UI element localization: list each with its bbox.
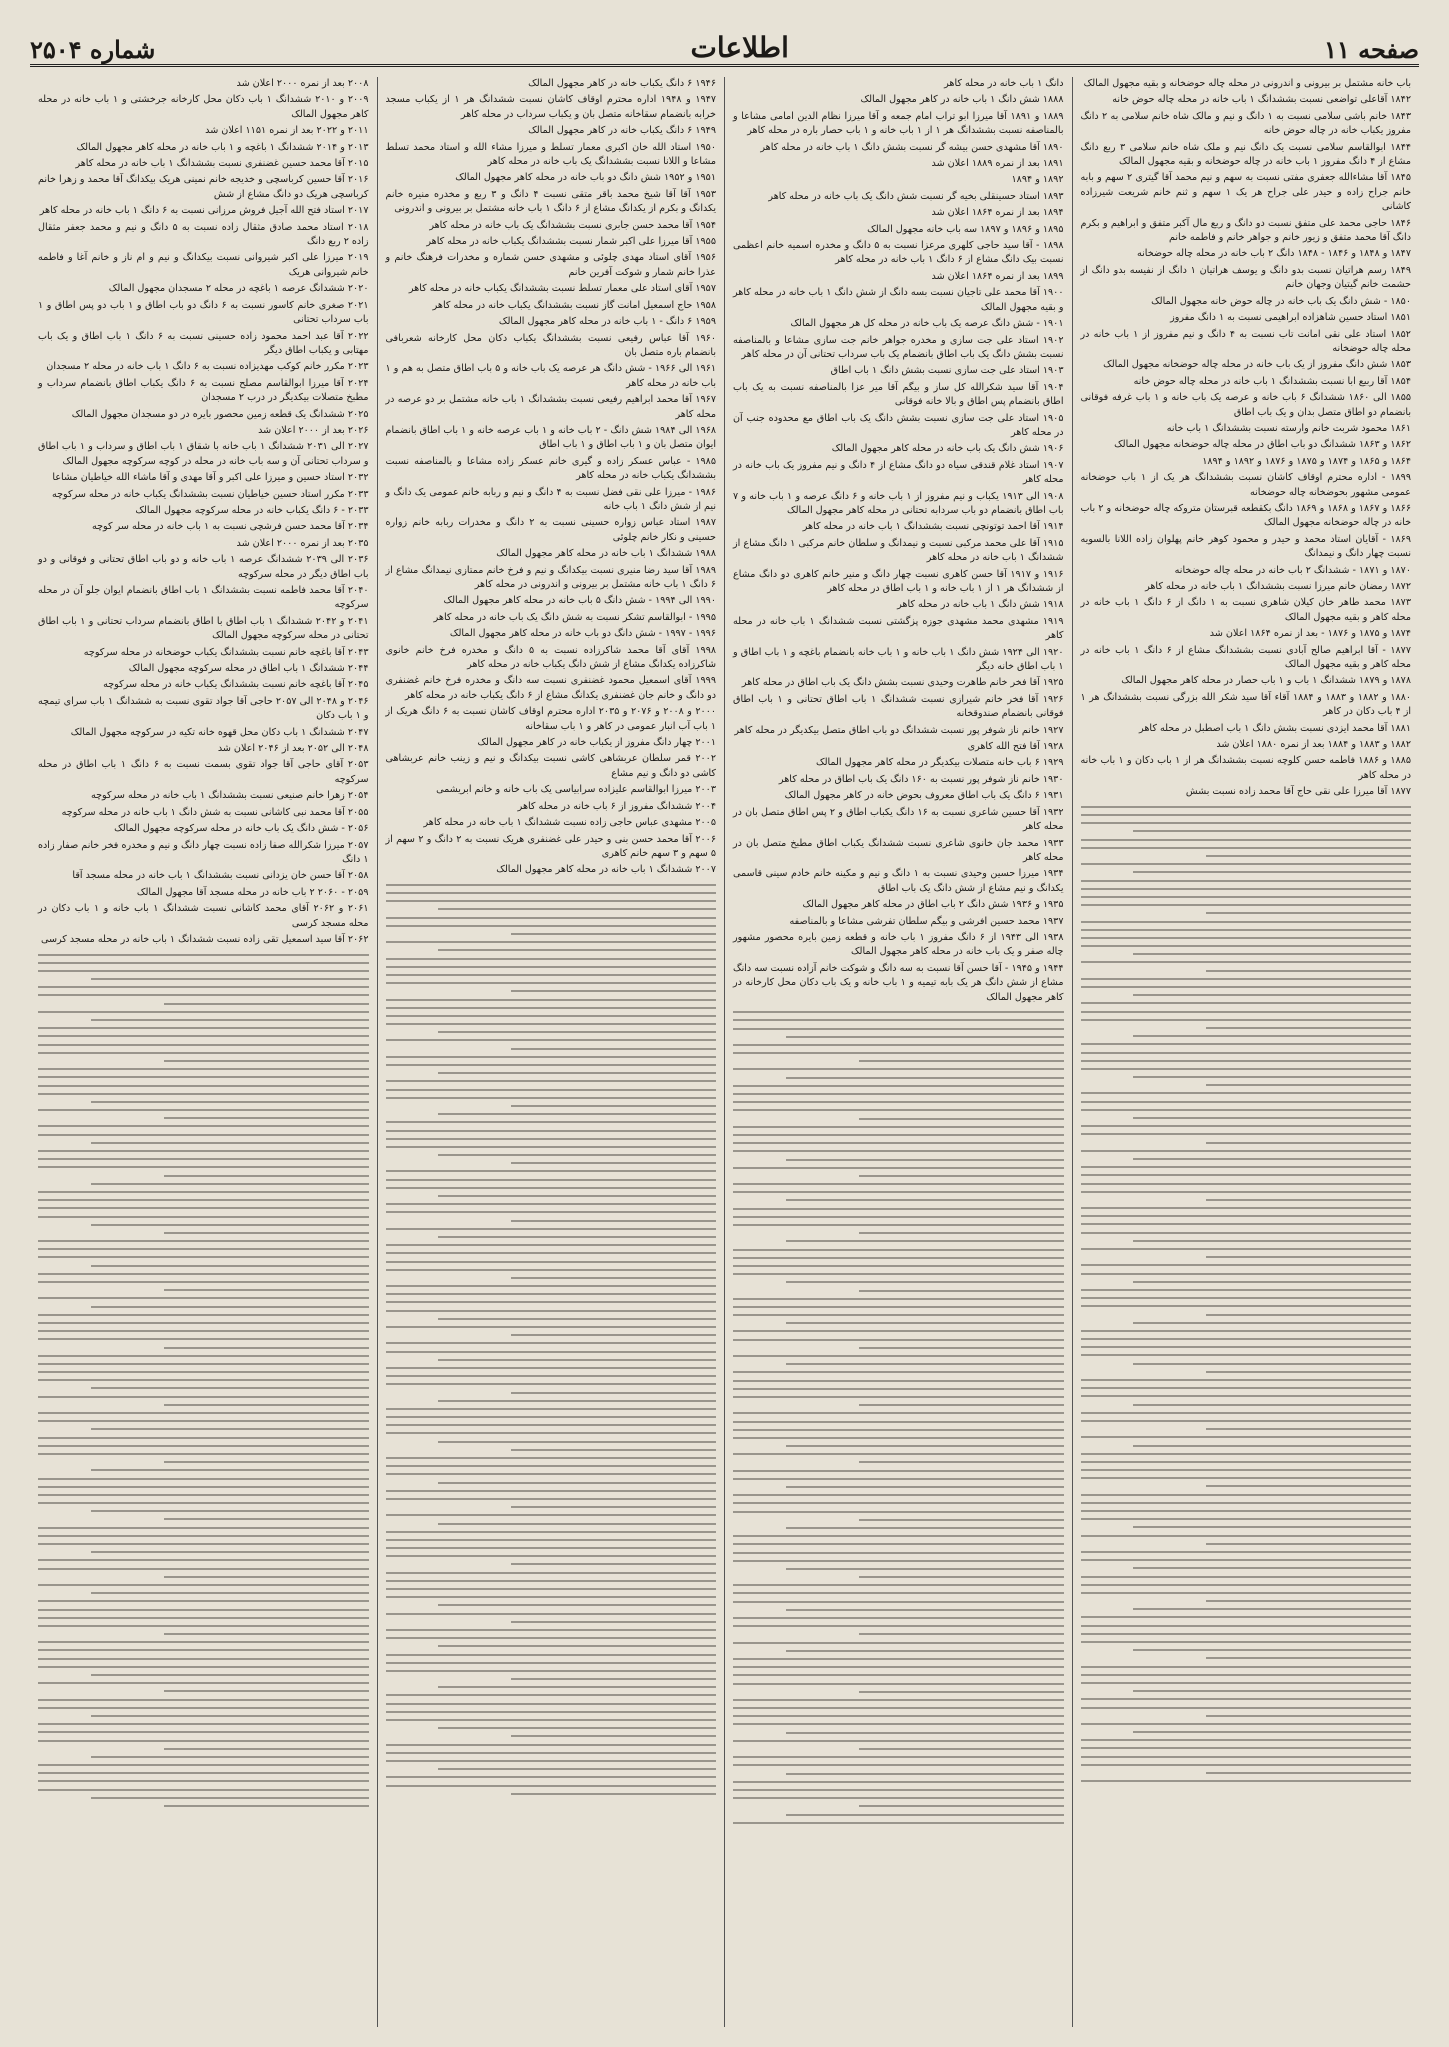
notice-entry: ۱۹۰۲ استاد علی جت سازی و مخدره جواهر خانم جت سازی مشاعا و بالمناصفه نسبت بشش دانگ یک باب اطاق بانضمام یک باب سرداب تحتانی آن در محله کاهر: [733, 334, 1064, 360]
notice-entry: ۲۰۵۵ آقا محمد نبی کاشانی نسبت به شش دانگ ۱ باب خانه در محله سرکوچه: [61, 806, 369, 818]
newspaper-title: اطلاعات: [690, 31, 789, 64]
notice-entry: ۱۹۱۴ آقا احمد توتونچی نسبت بششدانگ ۱ باب خانه در محله کاهر: [802, 521, 1064, 533]
notice-entry: ۲۰۱۸ استاد محمد صادق مثقال زاده نسبت به ۵ دانگ و نیم و محمد جعفر مثقال زاده ۲ ربع دانگ: [38, 221, 369, 248]
notice-entry: ۲۰۰۹ و ۲۰۱۰ ششدانگ ۱ باب دکان محل کارخانه جرخشتی و ۱ باب خانه در محله کاهر مجهول المالک: [38, 94, 369, 120]
notice-entry: ۱۹۳۸ الی ۱۹۴۳ از ۶ دانگ مفروز ۱ باب خانه و قطعه زمین بایره محصور مشهور چاله صفر و یک باب خانه در محله کاهر مجهول المالک: [733, 931, 1064, 958]
column-3: [377, 77, 725, 2027]
notice-entry: ۱۹۸۶ - میرزا علی نقی فضل نسبت به ۴ دانگ و نیم و ربابه خانم عمومی یک دانگ و نیم از شش دانگ ۱ باب خانه: [385, 486, 716, 512]
notice-entry: ۲۰۰۲ قمر سلطان عربشاهی کاشی نسبت بیکدانگ و نیم و زینب خانم عربشاهی کاشی دو دانگ و نیم مشاع: [385, 753, 716, 779]
column-4: [30, 77, 377, 2027]
notice-entry: ۱۹۸۹ آقا سید رضا منیری نسبت بیکدانگ و نیم و فرخ خانم ممتازی نیمدانگ مشاع از ۶ دانگ ۱ باب خانه مشتمل بر بیرونی و اندرونی در محله کاهر: [385, 564, 716, 590]
notice-entry: ۲۰۵۹ - ۲۰۶۰ ۲ باب خانه در محله مسجد آقا مجهول المالک: [136, 886, 369, 898]
notice-entry: ۱۹۴۹ ۶ دانگ یکباب خانه در کاهر مجهول المالک: [528, 125, 716, 137]
notice-entry: ۱۸۹۹ - اداره محترم اوقاف کاشان نسبت بششدانگ هر یک از ۱ باب حوضخانه عمومی مشهور بحوضخانه چاله حوضخانه: [1080, 472, 1411, 498]
notice-entry: ۲۰۵۸ آقا حسن خان یزدانی نسبت بششدانگ ۱ باب خانه در محله مسجد آقا: [72, 870, 369, 882]
notice-entry: ۱۹۳۵ و ۱۹۳۶ شش دانگ ۲ باب اطاق در محله کاهر مجهول المالک: [802, 899, 1064, 911]
notice-entry: ۱۹۵۴ آقا محمد حسن جابری نسبت بششدانگ یک باب خانه در محله کاهر: [429, 219, 716, 231]
notice-entry: ۱۹۶۱ الی ۱۹۶۶ - شش دانگ هر عرصه یک باب خانه و ۵ باب اطاق متصل به هم و ۱ باب خانه در محله کاهر: [385, 363, 717, 389]
notice-entry: ۱۹۶۰ آقا عباس رفیعی نسبت بششدانگ یکباب دکان محل کارخانه شعربافی بانضمام باره متصل بان: [385, 332, 716, 358]
notice-entry: ۲۰۱۳ و ۲۰۱۴ ششدانگ ۱ باغچه و ۱ باب خانه در محله کاهر مجهول المالک: [76, 141, 369, 153]
text-texture: [733, 1011, 1064, 1824]
notice-entry: ۱۸۹۲ و ۱۸۹۴: [1011, 174, 1064, 186]
notice-entry: ۲۰۶۱ و ۲۰۶۲ آقای محمد کاشانی نسبت ششدانگ ۱ باب خانه و ۱ باب دکان در محله مسجد کرسی: [38, 903, 369, 929]
column-2: [724, 77, 1072, 2027]
column-1: [1072, 77, 1420, 2027]
notice-entry: ۲۰۵۳ آقای حاجی آقا جواد تقوی بسمت نسبت به ۶ دانگ ۱ باب اطاق در محله سرکوچه: [38, 759, 369, 785]
notice-entry: ۲۰۱۱ و ۲۰۲۲ بعد از نمره ۱۱۵۱ اعلان شد: [205, 125, 369, 137]
notice-entry: ۱۸۸۸ شش دانگ ۱ باب خانه در کاهر مجهول المالک: [860, 94, 1064, 106]
page-number: صفحه ۱۱: [1323, 35, 1419, 64]
notice-entry: ۱۸۸۵ و ۱۸۸۶ فاطمه حسن کلوچه نسبت بششدانگ هر از ۱ باب دکان و ۱ باب خانه در محله کاهر: [1080, 755, 1412, 781]
notice-entry: ۲۰۰۸ بعد از نمره ۲۰۰۰ اعلان شد: [236, 78, 369, 89]
notice-entry: ۲۰۱۵ آقا محمد حسین غضنفری نسبت بششدانگ ۱ باب خانه در محله کاهر: [75, 158, 369, 170]
notice-entry: ۱۸۹۵ و ۱۸۹۶ و ۱۸۹۷ سه باب خانه مجهول المالک: [867, 223, 1064, 235]
notice-entry: ۲۰۱۷ استاد فتح الله آجیل فروش مرزانی نسبت به ۶ دانگ ۱ باب خانه در محله کاهر: [39, 205, 369, 217]
notice-entry: ۱۹۳۳ محمد جان خانوی شاعری نسبت ششدانگ یکباب اطاق مطبخ متصل بان در محله کاهر: [733, 837, 1064, 863]
notice-entry: ۱۸۵۳ شش دانگ مفروز از یک باب خانه در محله چاله حوضخانه مجهول المالک: [1103, 359, 1411, 371]
notice-entry: ۱۸۵۵ الی ۱۸۶۰ ششدانگ ۶ باب خانه و عرصه یک باب خانه و ۱ باب غرفه فوقانی بانضمام دو اطاق متصل بدان و یک باب اطاق: [1080, 392, 1412, 418]
notice-entry: ۱۸۶۴ و ۱۸۶۵ و ۱۸۷۴ و ۱۸۷۵ و ۱۸۷۶ و ۱۸۹۲ و ۱۸۹۴: [1202, 455, 1411, 467]
notice-entry: ۲۰۲۵ ششدانگ یک قطعه زمین محصور بایره در دو مسجدان مجهول المالک: [71, 408, 369, 420]
notice-entry: ۲۰۱۹ میرزا علی اکبر شیروانی نسبت بیکدانگ و نیم و ام ناز و خانم آغا و فاطمه خانم شیروانی هریک: [38, 252, 369, 278]
text-texture: [38, 954, 369, 1808]
notice-entry: ۱۹۳۰ خانم ناز شوفر پور نسبت به ۱۶۰ دانگ یک باب اطاق در محله کاهر: [778, 773, 1064, 785]
notice-entry: ۱۸۴۴ ابوالقاسم سلامی نسبت یک دانگ نیم و ملک شاه خانم سلامی ۳ ربع دانگ مشاع از ۴ دانگ مفروز ۱ باب خانه در چاله حوضخانه و بقیه مجهول المالک: [1080, 141, 1412, 168]
notice-entry: ۲۰۵۷ میرزا شکرالله صفا زاده نسبت چهار دانگ و نیم و مخدره فخر خانم صفار زاده ۱ دانگ: [38, 839, 369, 865]
notice-entry: ۱۸۷۴ و ۱۸۷۵ و ۱۸۷۶ - بعد از نمره ۱۸۶۴ اعلان شد: [1209, 628, 1411, 640]
notice-entry: ۲۰۲۱ صغری خانم کاسور نسبت به ۶ دانگ دو باب اطاق و ۱ باب دو پس اطاق و ۱ باب سرداب تحتانی: [38, 299, 369, 326]
notice-entry: ۱۹۵۳ آقا آقا شیخ محمد باقر متقی نسبت ۴ دانگ و ۳ ربع و مخدره منیره خانم یکدانگ و بکرم از یکدانگ مشاع از ۶ دانگ ۱ باب خانه مشتمل بر بیرونی و اندرونی: [385, 188, 716, 215]
notice-entry: ۲۰۰۶ آقا محمد حسن بنی و حیدر علی غضنفری هریک نسبت به ۲ دانگ و ۲ سهم از ۵ سهم و ۳ سهم خانم کاهری: [385, 833, 716, 859]
notice-entry: ۱۹۲۸ آقا فتح الله کاهری: [967, 741, 1064, 753]
notice-entry: ۱۸۹۳ استاد حسینقلی بخیه گر نسبت شش دانگ یک باب خانه در محله کاهر: [768, 190, 1064, 202]
notice-entry: ۱۹۱۶ و ۱۹۱۷ آقا حسن کاهری نسبت چهار دانگ و منیر خانم کاهری دو دانگ مشاع از ششدانگ هر ۱ از ۱ باب خانه و ۱ باب اطاق در محله کاهر: [733, 568, 1064, 594]
notice-entry: ۲۰۰۱ چهار دانگ مفروز از یکباب خانه در کاهر مجهول المالک: [477, 737, 716, 749]
notice-entry: ۲۰۴۵ آقا باغچه خانم نسبت بششدانگ یکباب خانه در محله سرکوچه: [103, 679, 369, 691]
notice-entry: ۱۹۲۵ آقا فخر خانم طاهرت وحیدی نسبت بشش دانگ یک باب اطاق در محله کاهر: [741, 677, 1064, 689]
notice-entry: ۱۹۰۴ آقا سید شکرالله کل ساز و بیگم آقا میر عزا بالمناصفه نسبت به یک باب اطاق بانضمام پس اطاق و بالا خانه فوقانی: [733, 381, 1064, 408]
notice-entry: ۲۰۲۳ مکرر خانم کوکب مهدیزاده نسبت به ۶ دانگ ۱ باب خانه در محله ۲ مسجدان: [46, 361, 369, 373]
notice-entry: ۱۸۸۱ آقا محمد ایزدی نسبت بشش دانگ ۱ باب اصطبل در محله کاهر: [1139, 722, 1411, 734]
notice-entry: ۱۹۶۸ الی ۱۹۸۴ شش دانگ - ۲ باب خانه و ۱ باب عرصه خانه و ۱ باب اطاق بانضمام ایوان متصل بان و ۱ باب اطاق و ۱ باب اطاق: [385, 424, 717, 451]
notice-entry: ۱۹۰۸ الی ۱۹۱۳ یکباب و نیم مفروز از ۱ باب خانه و ۶ دانگ عرصه و ۱ باب خانه و ۷ باب اطاق بانضمام دو باب سردابه تحتانی در محله کاهر مجهول المالک: [733, 490, 1064, 516]
notice-entry: ۱۸۴۳ خانم باشی سلامی نسبت به ۱ دانگ و نیم و مالک شاه خانم سلامی به ۲ دانگ مفروز یکباب خانه در چاله حوض خانه: [1080, 110, 1411, 137]
notice-entry: ۱۹۵۵ آقا میرزا علی اکبر شمار نسبت بششدانگ یکباب خانه در محله کاهر: [426, 236, 716, 248]
notice-entry: ۲۰۰۵ مشهدی عباس حاجی زاده نسبت ششدانگ ۱ باب خانه در محله کاهر: [423, 817, 716, 829]
notice-entry: ۱۸۴۹ رسم هراتیان نسبت بدو دانگ و یوسف هراتیان ۱ دانگ از نفیسه بدو دانگ از حشمت خانم گیتیان وجهان خانم: [1080, 264, 1411, 291]
notice-entry: ۱۸۹۸ - آقا سید حاجی کلهری مرعزا نسبت به ۵ دانگ و مخدره اسمیه خانم اعظمی نسبت بیک دانگ مشاع از ۶ دانگ ۱ باب خانه در محله کاهر: [733, 240, 1064, 266]
notice-entry: ۱۸۶۱ محمود شربت خانم وارسته نسبت بششدانگ ۱ باب خانه: [1166, 422, 1411, 434]
notice-entry: ۱۸۶۶ و ۱۸۶۷ و ۱۸۶۸ و ۱۸۶۹ دانگ بکقطعه قبرستان متروکه چاله حوضخانه و ۲ باب خانه در چاله حوضخانه مجهول المالک: [1080, 502, 1411, 529]
notice-entry: ۲۰۴۱ و ۲۰۴۲ ششدانگ ۱ باب اطاق با اطاق بانضمام سرداب تحتانی و ۱ باب اطاق تحتانی در محله سرکوچه مجهول المالک: [38, 615, 369, 642]
notice-entry: ۱۹۳۴ میرزا حسین وحیدی نسبت به ۱ دانگ و نیم و مکینه خانم خادم سینی قاسمی یکدانگ و نیم مشاع از شش دانگ یک باب اطاق: [733, 868, 1064, 894]
notice-entry: ۱۸۸۲ و ۱۸۸۳ و ۱۸۸۴ بعد از نمره ۱۸۸۰ اعلان شد: [1216, 739, 1411, 751]
notice-entry: ۱۹۴۴ و ۱۹۴۵ - آقا حسن آقا نسبت به سه دانگ و شوکت خانم آزاده نسبت سه دانگ مشاع از شش دانگ هر یک بابه تیمیه و ۱ باب خانه و یک باب دکان محل کارخانه در کاهر مجهول المالک: [733, 962, 1064, 1003]
notice-entry: ۲۰۲۴ آقا میرزا ابوالقاسم مصلح نسبت به ۶ دانگ یکباب اطاق بانضمام سرداب و مطبخ متصلات بیکدیگر در درب ۲ مسجدان: [38, 377, 369, 404]
notice-entry: ۱۹۵۷ آقای استاد علی معمار تسلط نسبت بششدانگ یکباب خانه در محله کاهر: [408, 283, 716, 295]
notice-entry: ۱۸۹۰ آقا مشهدی حسن بیشه گر نسبت بشش دانگ ۱ باب خانه در محله کاهر: [760, 141, 1064, 153]
notice-entry: ۲۰۰۰ و ۲۰۰۸ و ۲۰۷۶ و ۲۰۳۵ اداره محترم اوقاف کاشان نسبت به ۶ دانگ هریک از ۱ باب آب انبار عمومی در کاهر و ۱ باب سقاخانه: [385, 706, 717, 732]
notice-entry: ۱۸۴۶ حاجی محمد علی متفق نسبت دو دانگ و ربع مال آکبر متفق و ابراهیم و بکرم دانگ آقا محمد متفق و زیور خانم و جواهر خانم و فاطمه خانم: [1080, 217, 1411, 244]
notice-entry: ۱۸۸۹ و ۱۸۹۱ آقا میرزا ابو تراب امام جمعه و آقا میرزا نظام الدین امامی مشاعا و بالمناصفه نسبت بششدانگ هر ۱ از ۱ باب خانه و ۱ باب حصار باره در محله کاهر: [733, 110, 1064, 137]
notice-entry: ۱۹۰۳ استاد علی جت سازی نسبت بشش دانگ ۱ باب اطاق: [830, 365, 1064, 377]
text-texture: [1081, 806, 1412, 1782]
notice-entry: دانگ ۱ باب خانه در محله کاهر: [944, 78, 1064, 89]
notice-entry: ۱۸۴۵ آقا مشاءالله جعفری مفتی نسبت به سهم و نیم محمد آقا گیتری ۲ سهم و بابه خانم جراح زاده و حیدر علی جراح هر یک ۱ سهم و ثنم خانم شریعت شیرزاده کاشانی: [1080, 172, 1411, 213]
notice-entry: ۲۰۲۲ آقا عبد احمد محمود زاده حسینی نسبت به ۶ دانگ ۱ باب اطاق و یک باب مهتابی و یکباب اطاق دیگر: [38, 330, 369, 356]
notice-entry: ۲۰۰۴ ششدانگ مفروز از ۶ باب خانه در محله کاهر: [517, 800, 716, 812]
notice-entry: ۱۹۲۷ خانم ناز شوفر پور نسبت ششدانگ دو باب اطاق متصل بیکدیگر در محله کاهر: [734, 724, 1064, 736]
notice-entry: ۱۹۴۶ ۶ دانگ یکباب خانه در کاهر مجهول المالک: [528, 78, 716, 89]
notice-entry: ۱۸۹۴ بعد از نمره ۱۸۶۴ اعلان شد: [931, 207, 1064, 219]
notice-entry: ۱۹۳۲ آقا حسین شاعری نسبت به ۱۶ دانگ یکباب اطاق و ۲ پس اطاق متصل بان در محله کاهر: [733, 806, 1064, 833]
masthead: [30, 22, 1419, 67]
notice-entry: ۲۰۲۷ الی ۲۰۳۱ ششدانگ ۱ باب خانه با شقاق ۱ باب اطاق و سرداب و ۱ باب اطاق و سرداب تحتانی آن و سه باب خانه در محله در کوچه سرکوچه مجهول المالک: [38, 441, 369, 467]
notice-entry: ۲۰۰۷ ششدانگ ۱ باب خانه در محله کاهر مجهول المالک: [496, 864, 716, 876]
notice-entry: ۲۰۴۷ ششدانگ ۱ باب دکان محل قهوه خانه تکیه در سرکوچه مجهول المالک: [70, 726, 369, 738]
notice-entry: ۱۸۷۰ و ۱۸۷۱ - ششدانگ ۲ باب خانه در محله چاله حوضخانه: [1174, 564, 1411, 576]
notice-entry: ۱۸۷۷ آقا میرزا علی نقی حاج آقا محمد زاده نسبت بشش: [1185, 786, 1411, 798]
notice-entry: ۱۹۵۸ حاج اسمعیل امانت گاز نسبت بششدانگ یکباب خانه در محله کاهر: [432, 299, 716, 311]
notice-entry: ۱۹۵۶ آقای استاد مهدی چلوئی و مشهدی حسن شماره و مخدرات فرهنگ خانم و عذرا خانم شمار و شوکت آفرین خانم: [385, 252, 716, 278]
notice-entry: ۱۸۹۹ بعد از نمره ۱۸۶۴ اعلان شد: [931, 270, 1064, 282]
notice-entry: ۱۸۷۸ و ۱۸۷۹ ششدانگ ۱ باب و ۱ باب حصار در محله کاهر مجهول المالک: [1121, 675, 1411, 687]
notice-entry: ۱۸۸۰ و ۱۸۸۲ و ۱۸۸۳ و ۱۸۸۴ آقاء آقا سید شکر الله بزرگی نسبت بششدانگ هر ۱ از ۴ باب دکان در کاهر: [1080, 691, 1412, 718]
notice-entry: ۲۰۳۲ استاد حسین و میرزا علی اکبر و آقا مهدی و آقا ماشاء الله خیاطیان مشاعا: [52, 472, 369, 484]
notice-entry: ۱۸۷۷ - آقا ابراهیم صالح آبادی نسبت بششدانگ مشاع از ۶ دانگ ۱ باب خانه در محله کاهر و بقیه مجهول المالک: [1080, 644, 1411, 671]
notice-entry: ۱۹۵۰ استاد الله خان اکبری معمار تسلط و میرزا مشاء الله و استاد محمد تسلط مشاعا و اللانا نسبت بششدانگ یک باب خانه در محله کاهر: [385, 141, 716, 168]
notice-entry: ۱۹۹۶ - ۱۹۹۷ - شش دانگ دو باب خانه در محله کاهر مجهول المالک: [449, 628, 716, 640]
notice-entry: ۱۸۵۲ استاد علی نقی امانت تاب نسبت به ۴ دانگ و نیم مفروز از ۱ باب خانه در محله چاله حوضخانه: [1080, 328, 1411, 354]
notice-entry: ۱۹۹۰ الی ۱۹۹۴ - شش دانگ ۵ باب خانه در محله کاهر مجهول المالک: [443, 595, 716, 607]
notice-entry: ۲۰۳۳ مکرر استاد حسین خیاطیان نسبت بششدانگ یکباب خانه در محله سرکوچه: [51, 488, 369, 500]
notice-entry: ۲۰۳۴ آقا محمد حسن فرشچی نسبت به ۱ باب خانه در محله سر کوچه: [91, 521, 369, 533]
notice-entry: ۱۸۵۰ - شش دانگ یک باب خانه در چاله حوض خانه مجهول المالک: [1151, 295, 1411, 307]
text-texture: [386, 884, 717, 1795]
notice-entry: ۱۹۲۰ الی ۱۹۲۴ شش دانگ ۱ باب خانه و ۱ باب خانه بانضمام باغچه و ۱ باب اطاق و ۱ باب اطاق خانه دیگر: [733, 646, 1064, 673]
notice-entry: ۱۸۶۹ - آقایان استاد محمد و حیدر و محمود کوهر خانم پهلوان زاده اللانا بالسویه نسبت چهار دانگ و نیمدانگ: [1080, 533, 1411, 560]
notice-entry: باب خانه مشتمل بر بیرونی و اندرونی در محله چاله حوضخانه و بقیه مجهول المالک: [1083, 78, 1411, 89]
notice-entry: ۲۰۲۶ بعد از ۲۰۰۰ اعلان شد: [258, 424, 369, 436]
notice-entry: ۱۹۹۹ آقای اسمعیل محمود غضنفری نسبت سه دانگ و مخدره فرخ خانم غضنفری دو دانگ و خانم جان غضنفری یکدانگ مشاع از ۶ دانگ یکباب خانه در محله کاهر: [385, 675, 716, 701]
notice-entry: ۲۰۲۰ ششدانگ عرصه ۱ باغچه در محله ۲ مسجدان مجهول المالک: [108, 283, 369, 295]
notice-entry: ۱۸۵۴ آقا ربیع ابا نسبت بششدانگ ۱ باب خانه در محله چاله حوض خانه: [1133, 375, 1411, 387]
notice-entry: ۱۸۴۷ و ۱۸۴۸ و ۱۸۴۶ - ۱۸۴۸ دانگ ۲ باب خانه در محله چاله حوضخانه: [1136, 248, 1411, 260]
notice-entry: ۱۹۴۷ و ۱۹۴۸ اداره محترم اوقاف کاشان نسبت ششدانگ هر ۱ از یکباب مسجد خرابه بانضمام سقاخانه متصل بان و یکباب سرداب در محله کاهر: [385, 94, 717, 120]
notice-entry: ۱۹۳۱ ۶ دانگ یک باب اطاق معروف بحوض خانه در کاهر مجهول المالک: [784, 790, 1064, 802]
notice-entry: ۲۰۳۳ - ۶ دانگ یکباب خانه در محله سرکوچه مجهول المالک: [135, 504, 369, 516]
notice-entry: ۱۹۰۶ شش دانگ یک باب خانه در محله کاهر مجهول المالک: [831, 443, 1064, 455]
notice-entry: ۲۰۳۶ الی ۲۰۳۹ ششدانگ عرصه ۱ باب خانه و دو باب اطاق تحتانی و فوقانی و دو باب اطاق دیگر در محله سرکوچه: [38, 554, 369, 580]
notice-entry: ۱۹۸۸ ششدانگ ۱ باب خانه در محله کاهر مجهول المالک: [496, 548, 716, 560]
notice-entry: ۱۸۹۱ بعد از نمره ۱۸۸۹ اعلان شد: [931, 158, 1064, 170]
notice-entry: ۱۹۰۵ استاد علی جت سازی نسبت بشش دانگ یک باب اطاق مع محدوده جنب آن در محله کاهر: [733, 412, 1064, 438]
notice-entry: ۱۸۷۲ رمضان خانم میرزا نسبت بششدانگ ۱ باب خانه در محله کاهر: [1145, 581, 1411, 592]
notice-entry: ۱۹۰۷ استاد غلام قندقی سیاه دو دانگ مشاع از ۴ دانگ و نیم مفروز یک باب خانه در محله کاهر: [733, 459, 1064, 486]
notice-entry: ۱۹۲۹ ۶ باب خانه متصلات بیکدیگر در محله کاهر مجهول المالک: [816, 757, 1064, 769]
notice-entry: ۲۰۳۵ بعد از نمره ۲۰۰۰ اعلان شد: [236, 537, 369, 549]
notice-entry: ۲۰۵۶ - شش دانگ یک باب خانه در محله سرکوچه مجهول المالک: [114, 823, 369, 835]
notice-entry: ۱۹۱۵ آقا علی محمد مرکبی نسبت و نیمدانگ و سلطان خانم مرکبی ۱ دانگ مشاع از ششدانگ ۱ باب خانه در محله کاهر: [733, 537, 1064, 564]
notice-entry: ۱۹۵۱ و ۱۹۵۲ شش دانگ دو باب خانه در محله کاهر مجهول المالک: [455, 172, 716, 184]
notice-entry: ۲۰۶۲ آقا سید اسمعیل تقی زاده نسبت ششدانگ ۱ باب خانه در محله مسجد کرسی: [40, 933, 369, 945]
notice-entry: ۱۹۰۱ - شش دانگ عرصه یک باب خانه در محله کل هر مجهول المالک: [790, 318, 1064, 330]
notice-entry: ۲۰۴۶ و ۲۰۴۸ الی ۲۰۵۷ حاجی آقا جواد تقوی نسبت به ششدانگ ۱ باب سرای تیمچه و ۱ باب دکان: [38, 695, 369, 722]
notice-entry: ۱۸۴۲ آقاعلی تواضعی نسبت بششدانگ ۱ باب خانه در محله چاله حوض خانه: [1112, 94, 1411, 106]
notice-entry: ۱۸۷۳ محمد طاهر خان کیلان شاهری نسبت به ۱ دانگ از ۶ دانگ ۱ باب خانه در محله کاهر و بقیه مجهول المالک: [1080, 597, 1411, 623]
notice-entry: ۱۹۱۹ مشهدی محمد مشهدی جوزه پزگشتی نسبت ششدانگ ۱ باب خانه در محله کاهر: [733, 615, 1064, 642]
notice-entry: ۱۹۶۷ آقا محمد ابراهیم رفیعی نسبت بششدانگ ۱ باب خانه مشتمل بر دو عرصه در محله کاهر: [385, 394, 716, 420]
notice-entry: ۱۹۳۷ محمد حسین افرشی و بیگم سلطان تفرشی مشاعا و بالمناصفه: [789, 915, 1064, 927]
notice-entry: ۱۹۸۷ استاد عباس زواره حسینی نسبت به ۲ دانگ و مخدرات ربابه خانم زواره حسینی و نکار خانم چلوئی: [385, 517, 716, 543]
notice-entry: ۱۹۵۹ ۶ دانگ - ۱ باب خانه در محله کاهر مجهول المالک: [498, 316, 716, 328]
notice-entry: ۲۰۴۸ الی ۲۰۵۲ بعد از ۲۰۴۶ اعلان شد: [217, 743, 369, 755]
notice-entry: ۲۰۴۳ آقا باغچه خانم نسبت بششدانگ یکباب حوضخانه در محله سرکوچه: [83, 646, 369, 658]
notice-entry: ۱۹۹۵ - ابوالقاسم تشکر نسبت به شش دانگ یک باب خانه در محله کاهر: [433, 611, 716, 623]
issue-number: شماره ۲۵۰۴: [30, 35, 156, 64]
notice-entry: ۲۰۴۰ آقا محمد فاطمه نسبت بششدانگ ۱ باب اطاق بانضمام ایوان جلو آن در محله سرکوچه: [38, 585, 369, 611]
notice-entry: ۱۹۰۰ آقا محمد علی تاجیان نسبت بسه دانگ از شش دانگ ۱ باب خانه در محله کاهر و بقیه مجهول المالک: [733, 287, 1064, 313]
notice-entry: ۱۸۵۱ استاد حسین شاهزاده ابراهیمی نسبت به ۱ دانگ مفروز: [1170, 312, 1411, 324]
notice-entry: ۱۹۱۸ شش دانگ ۱ باب خانه در محله کاهر: [897, 599, 1064, 611]
notice-entry: ۲۰۱۶ آقا حسین کرباسچی و خدیجه خانم نمینی هریک بیکدانگ آقا محمد و زهرا خانم کرباسچی هریک دو دانگ مشاع از شش: [38, 174, 369, 200]
notice-entry: ۱۹۹۸ آقای آقا محمد شاکرزاده نسبت به ۵ دانگ و مخدره فرخ خانم خانوی شاکرزاده یکدانگ مشاع از شش دانگ یکباب خانه در محله کاهر: [385, 644, 717, 671]
notice-entry: ۱۹۲۶ آقا فخر خانم شیرازی نسبت ششدانگ ۱ باب اطاق تحتانی و ۱ باب اطاق فوقانی بانضمام صندوقخانه: [733, 693, 1064, 720]
notice-entry: ۱۹۸۵ - عباس عسکر زاده و گیری خانم عسکر زاده مشاعا و بالمناصفه نسبت بششدانگ یکباب خانه در محله کاهر: [385, 455, 716, 482]
notice-entry: ۱۸۶۲ و ۱۸۶۳ ششدانگ دو باب اطاق در محله چاله حوضخانه مجهول المالک: [1114, 439, 1411, 451]
notice-entry: ۲۰۵۴ زهرا خانم صنیعی نسبت بششدانگ ۱ باب خانه در محله سرکوچه: [90, 790, 369, 802]
columns: [30, 77, 1419, 2027]
notice-entry: ۲۰۰۳ میرزا ابوالقاسم علیزاده سرابیاسی یک باب خانه و خانم ابریشمی: [436, 784, 716, 796]
notice-entry: ۲۰۴۴ ششدانگ ۱ باب اطاق در محله سرکوچه مجهول المالک: [128, 663, 369, 675]
